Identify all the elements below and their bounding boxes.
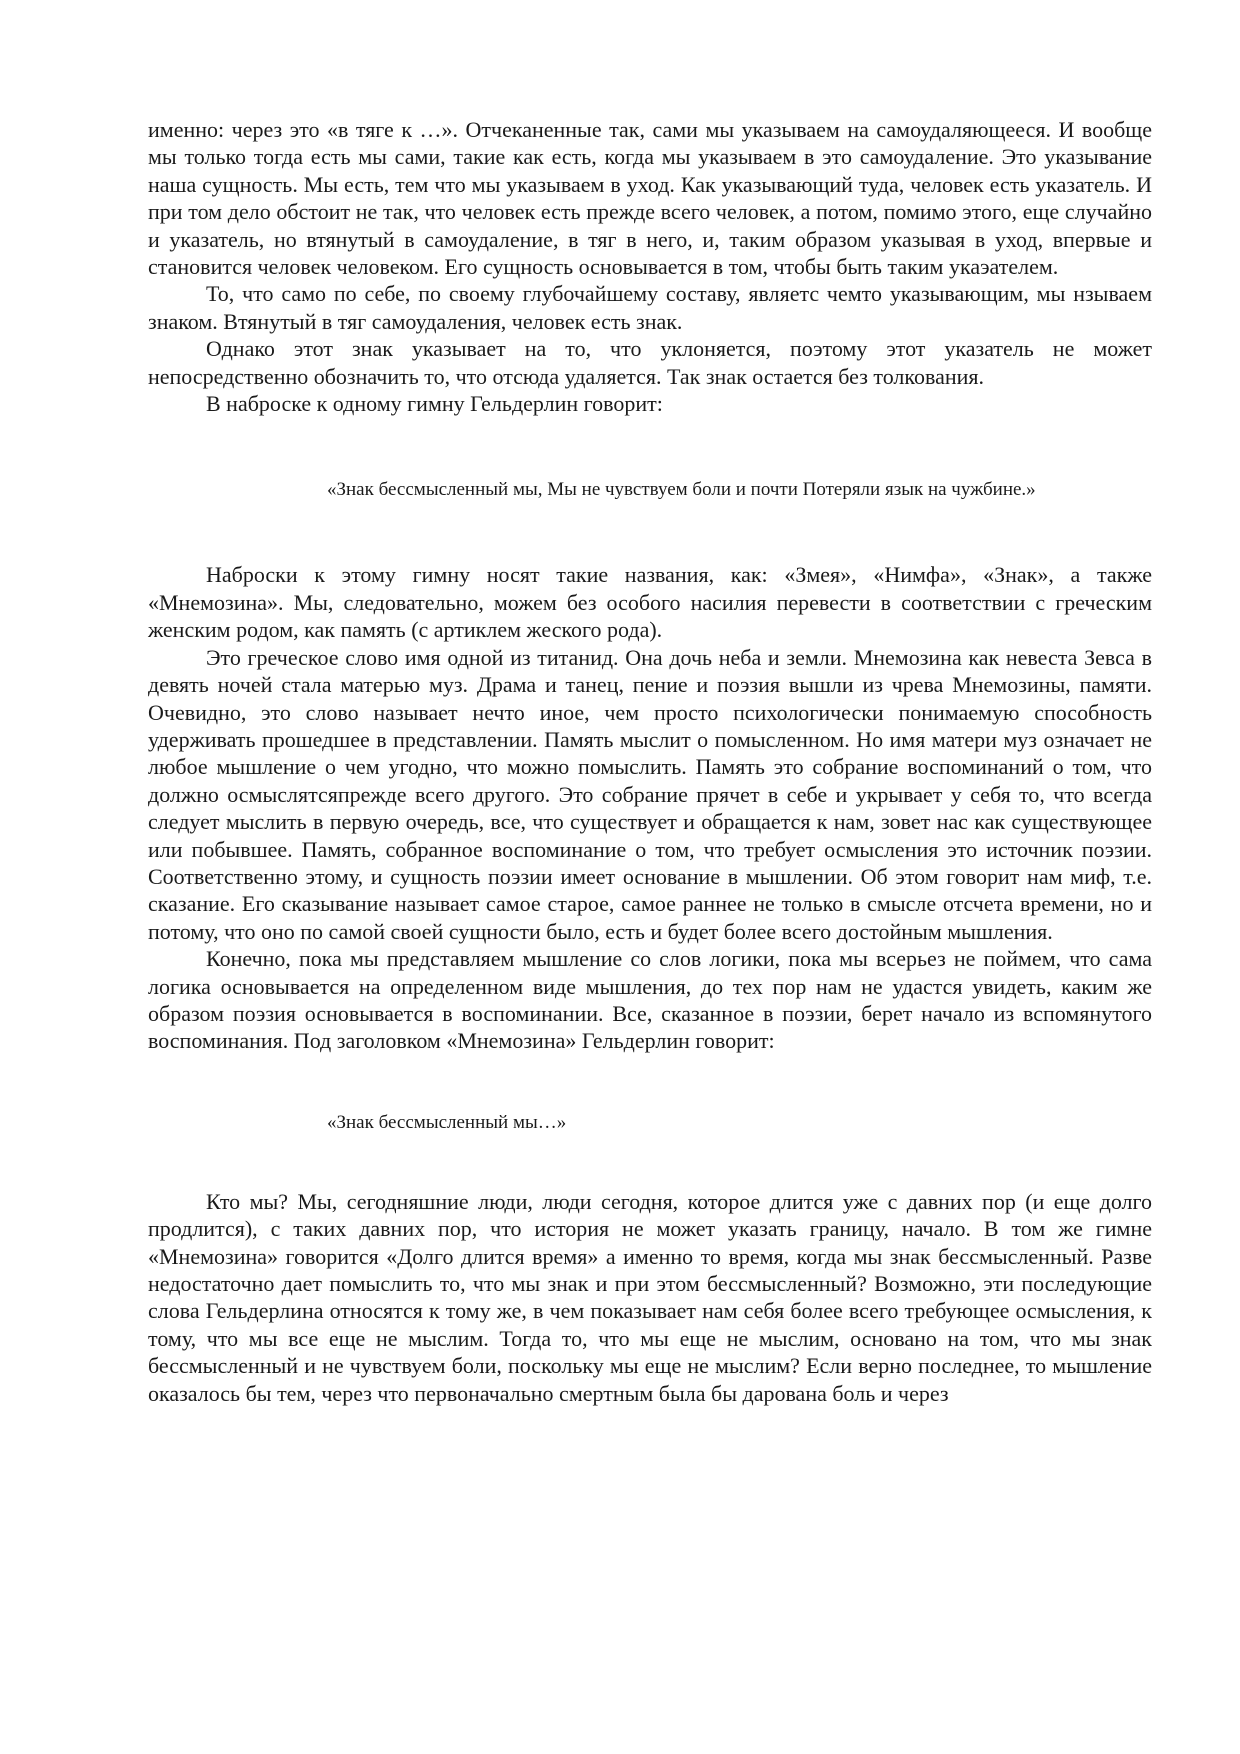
document-page bbox=[148, 116, 1152, 1407]
block-quote: «Знак бессмысленный мы…» bbox=[327, 1111, 567, 1133]
paragraph: Кто мы? Мы, сегодняшние люди, люди сегодня, которое длится уже с давних пор (и еще долго продлится), с таких давних пор, что история не может указать границу, начало. В том же гимне «Мнемозина» говорится «Долго длится время» а именно то время, когда мы знак бессмысленный. Разве недостаточно дает помыслить то, что мы знак и при этом бессмысленный? Возможно, эти последующие слова Гельдерлина относятся к тому же, в чем показывает нам себя более всего требующее осмысления, к тому, что мы все еще не мыслим. Тогда то, что мы еще не мыслим, основано на том, что мы знак бессмысленный и не чувствуем боли, поскольку мы еще не мыслим? Если верно последнее, то мышление оказалось бы тем, через что первоначально смертным была бы дарована боль и через bbox=[148, 1188, 1152, 1406]
paragraph: Конечно, пока мы представляем мышление со слов логики, пока мы всерьез не поймем, что сама логика основывается на определенном виде мышления, до тех пор нам не удастся увидеть, каким же образом поэзия основывается в воспоминании. Все, сказанное в поэзии, берет начало из вспомянутого воспоминания. Под заголовком «Мнемозина» Гельдерлин говорит: bbox=[148, 946, 1152, 1054]
paragraph: Это греческое слово имя одной из титанид. Она дочь неба и земли. Мнемозина как невеста Зевса в девять ночей стала матерью муз. Драма и танец, пение и поэзия вышли из чрева Мнемозины, памяти. Очевидно, это слово называет нечто иное, чем просто психологически понимаемую способность удерживать прошедшее в представлении. Память мыслит о помысленном. Но имя матери муз означает не любое мышление о чем угодно, что можно помыслить. Память это собрание воспоминаний о том, что должно осмыслятсяпрежде всего другого. Это собрание прячет в себе и укрывает у себя то, что всегда следует мыслить в первую очередь, все, что существует и обращается к нам, зовет нас как существующее или побывшее. Память, собранное воспоминание о том, что требует осмысления это источник поэзии. Соответственно этому, и сущность поэзии имеет основание в мышлении. Об этом говорит нам миф, т.е. сказание. Его сказывание называет самое старое, самое раннее не только в смысле отсчета времени, но и потому, что оно по самой своей сущности было, есть и будет более всего достойным мышления. bbox=[148, 644, 1152, 944]
spacer bbox=[148, 504, 1152, 561]
spacer bbox=[148, 1137, 1152, 1188]
spacer bbox=[148, 1055, 1152, 1109]
paragraph: Однако этот знак указывает на то, что уклоняется, поэтому этот указатель не может непосредственно обозначить то, что отсюда удаляется. Так знак остается без толкования. bbox=[148, 336, 1152, 389]
paragraph: В наброске к одному гимну Гельдерлин говорит: bbox=[206, 391, 663, 417]
paragraph: именно: через это «в тяге к …». Отчеканенные так, сами мы указываем на самоудаляющееся. И вообще мы только тогда есть мы сами, такие как есть, когда мы указываем в это самоудаление. Это указывание наша сущность. Мы есть, тем что мы указываем в уход. Как указывающий туда, человек есть указатель. И при том дело обстоит не так, что человек есть прежде всего человек, а потом, помимо этого, еще случайно и указатель, но втянутый в самоудаление, в тяг в него, и, таким образом указывая в уход, впервые и становится человек человеком. Его сущность основывается в том, чтобы быть таким укаэателем. bbox=[148, 117, 1152, 280]
block-quote: «Знак бессмысленный мы, Мы не чувствуем боли и почти Потеряли язык на чужбине.» bbox=[327, 479, 1036, 501]
paragraph: Наброски к этому гимну носят такие названия, как: «Змея», «Нимфа», «Знак», а также «Мнемозина». Мы, следовательно, можем без особого насилия перевести в соответствии с греческим женским родом, как память (с артиклем жеского рода). bbox=[148, 562, 1152, 643]
paragraph: То, что само по себе, по своему глубочайшему составу, являетс чемто указывающим, мы нзываем знаком. Втянутый в тяг самоудаления, человек есть знак. bbox=[148, 281, 1152, 334]
spacer bbox=[148, 417, 1152, 476]
